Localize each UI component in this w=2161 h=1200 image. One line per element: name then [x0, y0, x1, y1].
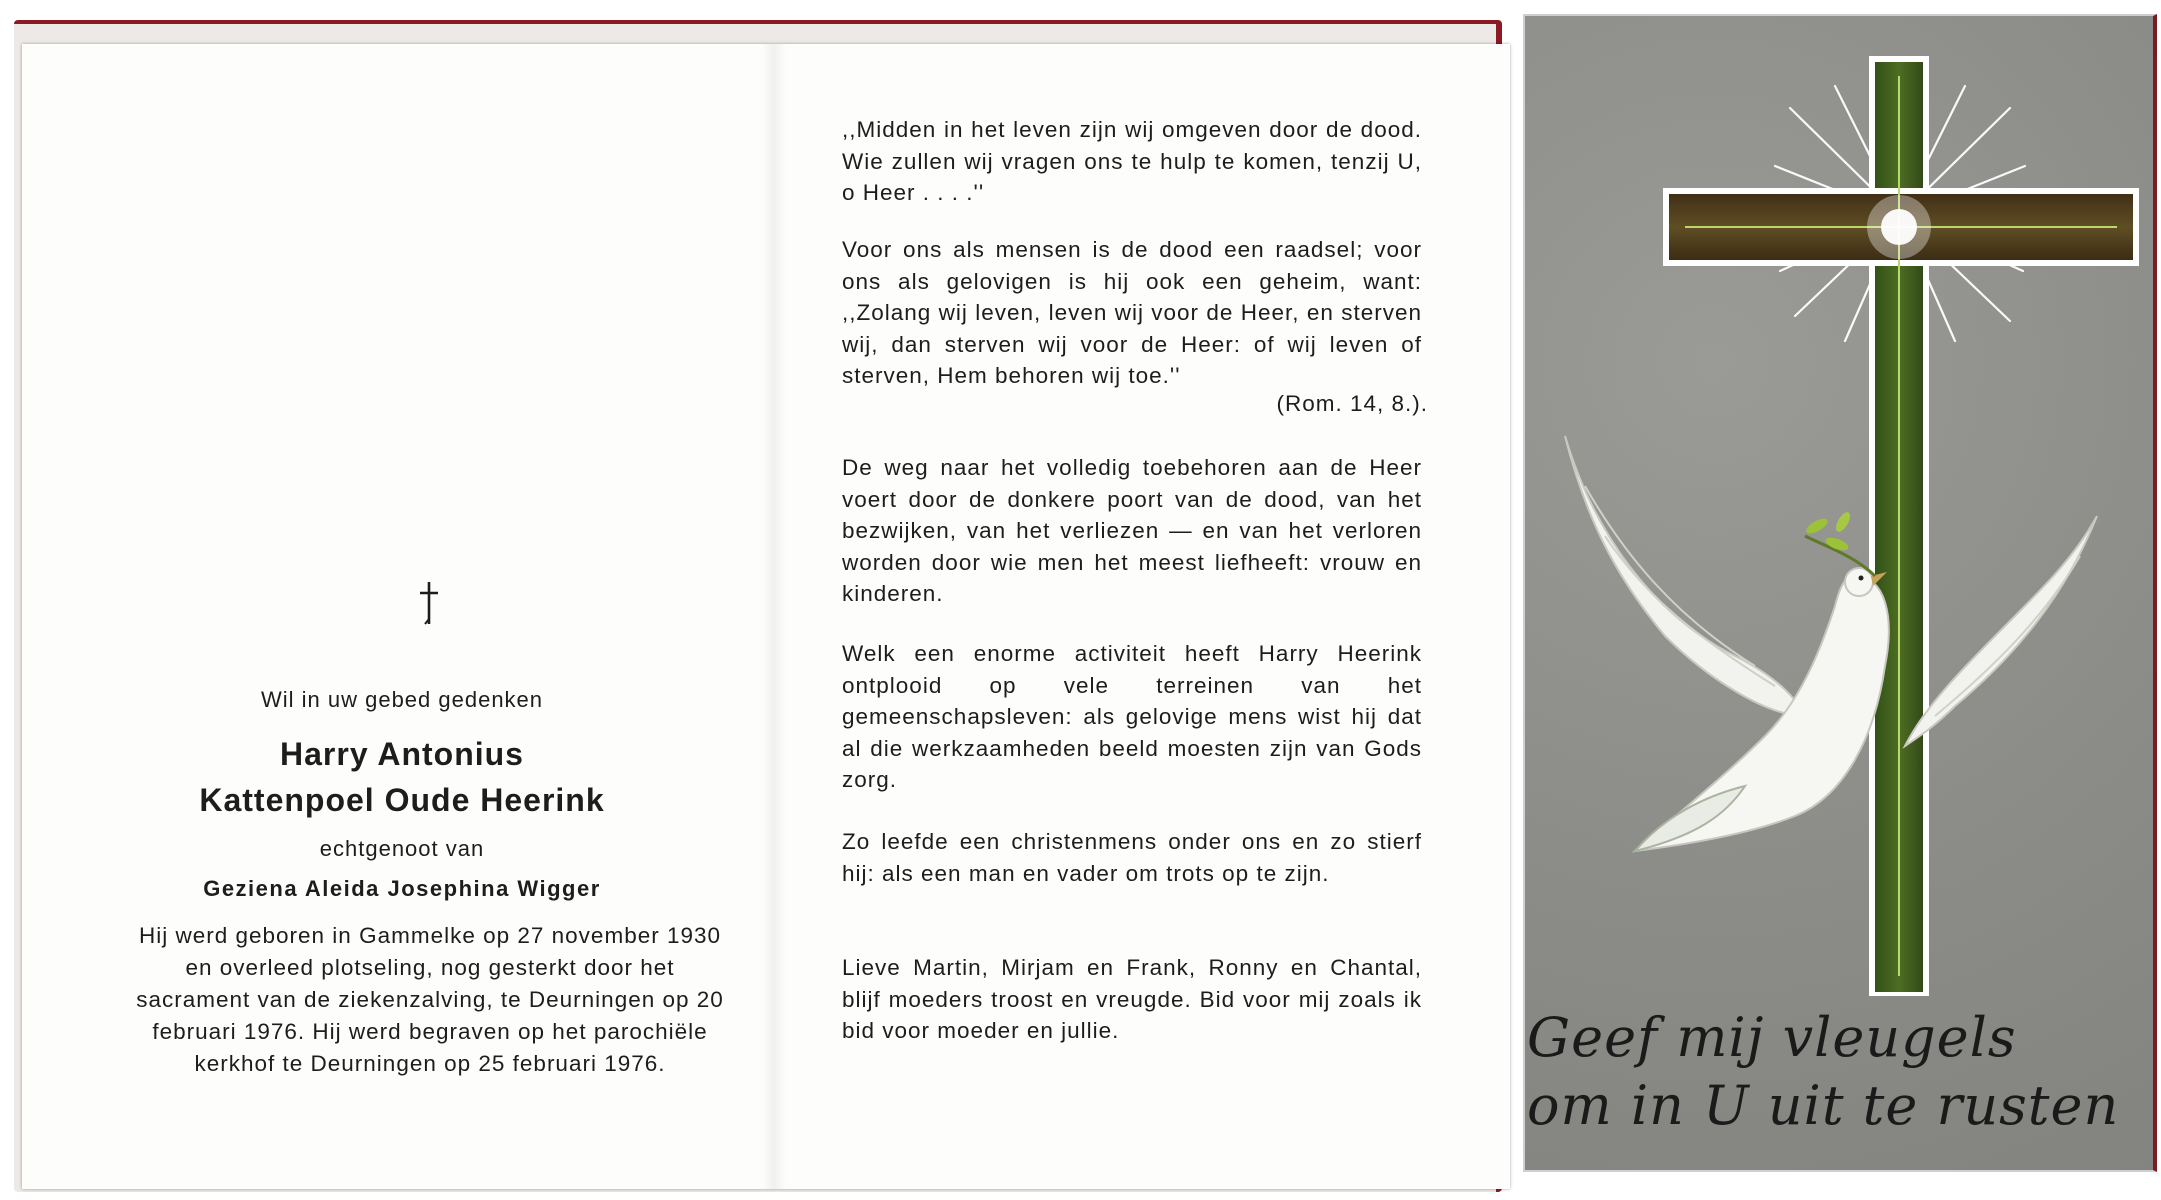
remember-in-prayer: Wil in uw gebed gedenken	[260, 687, 544, 712]
spouse-name: Geziena Aleida Josephina Wigger	[203, 876, 601, 901]
card-text-line1: Geef mij vleugels	[1527, 1006, 2017, 1069]
dove-icon	[1565, 436, 2097, 851]
right-page	[842, 44, 1452, 1189]
quote-paragraph: ,,Midden in het leven zijn wij omgeven door de dood. Wie zullen wij vragen ons te hulp te komen, tenzij U, o Heer . . . .''	[842, 117, 1422, 205]
farewell-paragraph: Lieve Martin, Mirjam en Frank, Ronny en Chantal, blijf moeders troost en vreugde. Bid voor mij zoals ik bid voor moeder en jullie.	[842, 955, 1422, 1043]
front-card	[1523, 14, 2157, 1172]
life-paragraph: Zo leefde een christenmens onder ons en zo stierf hij: als een man en vader om trots op te zijn.	[842, 829, 1422, 886]
path-paragraph: De weg naar het volledig toebehoren aan de Heer voert door de donkere poort van de dood, van het bezwijken, van het verliezen — en van het verloren worden door wie men het meest liefheeft: vrouw en kinderen.	[842, 455, 1422, 606]
memorial-card-spread	[22, 44, 1510, 1189]
activity-paragraph: Welk een enorme activiteit heeft Harry Heerink ontplooid op vele terreinen van het gemeenschapsleven: als gelovige mens wist hij dat al die werkzaamheden beeld moesten zijn van Gods zorg.	[842, 641, 1422, 792]
left-page	[22, 44, 774, 1189]
belief-paragraph: Voor ons als mensen is de dood een raadsel; voor ons als gelovigen is hij ook een geheim, want: ,,Zolang wij leven, leven wij voor de Heer, en sterven wij, dan sterven wij voor de Heer: of wij leven of sterven, Hem behoren wij toe.''	[842, 237, 1422, 388]
bible-reference: (Rom. 14, 8.).	[1276, 391, 1428, 416]
cross-and-dove-illustration	[1525, 16, 2153, 1170]
card-text-line2: om in U uit te rusten	[1527, 1074, 2120, 1137]
dagger-cross-icon	[417, 579, 441, 627]
spouse-label: echtgenoot van	[319, 836, 485, 861]
biography: Hij werd geboren in Gammelke op 27 november 1930 en overleed plotseling, nog gesterkt door het sacrament van de ziekenzalving, te Deurningen op 20 februari 1976. Hij werd begraven op het parochiële kerkhof te Deurningen op 25 februari 1976.	[136, 923, 724, 1076]
deceased-surname: Kattenpoel Oude Heerink	[199, 782, 605, 818]
deceased-first-names: Harry Antonius	[280, 736, 524, 772]
